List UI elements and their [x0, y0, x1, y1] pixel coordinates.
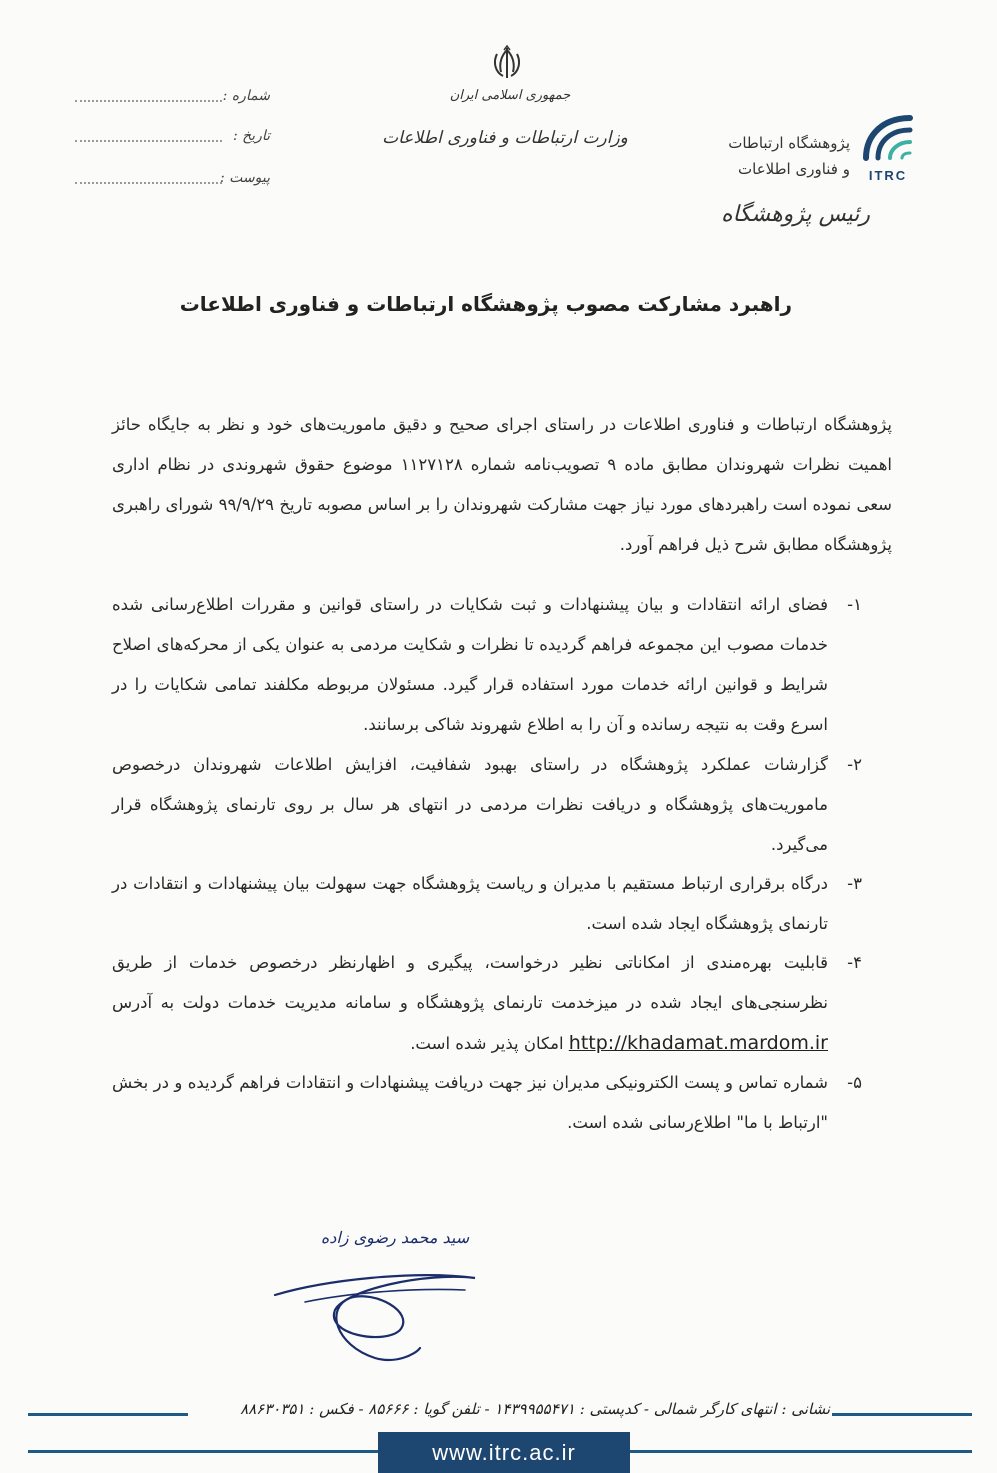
iran-emblem-icon: [487, 44, 527, 84]
date-field: [75, 128, 270, 150]
signatory-name: سید محمد رضوی زاده: [320, 1228, 470, 1247]
organization-line1: پژوهشگاه ارتباطات: [728, 134, 850, 152]
item-text: قابلیت بهره‌مندی از امکاناتی نظیر درخواست، پیگیری و اظهارنظر درخصوص خدمات از طریق نظرسنجی‌های ایجاد شده در میزخدمت تارنمای پژوهشگاه و سامانه مدیریت خدمات دولت به آدرس: [112, 953, 828, 1012]
website-link[interactable]: www.itrc.ac.ir: [378, 1432, 630, 1473]
list-item: [112, 864, 862, 944]
list-item: [112, 943, 862, 1064]
item-text: درگاه برقراری ارتباط مستقیم با مدیران و ریاست پژوهشگاه جهت سهولت بیان پیشنهادات و انتقادات در تارنمای پژوهشگاه ایجاد شده است.: [112, 874, 828, 933]
number-field: [75, 88, 270, 110]
list-item: [112, 1063, 862, 1143]
document-title: راهبرد مشارکت مصوب پژوهشگاه ارتباطات و فناوری اطلاعات: [179, 292, 792, 316]
office-title: رئیس پژوهشگاه: [721, 202, 870, 227]
item-text-tail: امکان پذیر شده است.: [410, 1034, 564, 1053]
item-number: ۴-: [847, 953, 862, 972]
footer-divider: [832, 1413, 972, 1416]
list-item: [112, 745, 862, 865]
item-text: گزارشات عملکرد پژوهشگاه در راستای بهبود شفافیت، افزایش اطلاعات شهروندان درخصوص ماموریت‌های پژوهشگاه و دریافت نظرات مردمی در انتهای هر سال بر روی تارنمای پژوهشگاه قرار می‌گیرد.: [112, 755, 828, 854]
item-number: ۳-: [847, 874, 862, 893]
list-item: [112, 585, 862, 745]
logo-text: ITRC: [868, 168, 908, 183]
item-number: ۲-: [847, 755, 862, 774]
organization-line2: و فناوری اطلاعات: [738, 160, 850, 178]
footer-address: نشانی : انتهای کارگر شمالی - کدپستی : ۱۴۳۹۹۵۵۴۷۱ - تلفن گویا : ۸۵۶۶۶ - فکس : ۸۸۶۳۰۳۵۱: [240, 1400, 830, 1418]
item-text: فضای ارائه انتقادات و بیان پیشنهادات و ثبت شکایات در راستای قوانین و مقررات اطلاع‌رسانی شده خدمات مصوب این مجموعه فراهم گردیده تا نظرات و شکایت مردمی به عنوان یکی از محرکه‌های اصلاح شرایط و قوانین ارائه خدمات مورد استفاده قرار گیرد. مسئولان مربوطه مکلفند تمامی شکایات را در اسرع وقت به نتیجه رسانده و آن را به اطلاع شهروند شاکی برسانند.: [112, 595, 828, 734]
itrc-logo-icon: [858, 108, 918, 186]
government-name: جمهوری اسلامی ایران: [449, 88, 571, 103]
footer-divider: [28, 1413, 188, 1416]
footer-divider: [630, 1450, 972, 1453]
attachment-label: پیوست :: [220, 170, 270, 186]
khadamat-link[interactable]: http://khadamat.mardom.ir: [568, 1032, 828, 1054]
footer-divider: [28, 1450, 378, 1453]
intro-paragraph: پژوهشگاه ارتباطات و فناوری اطلاعات در راستای اجرای صحیح و دقیق ماموریت‌های خود و نظر به جایگاه حائز اهمیت نظرات شهروندان مطابق ماده ۹ تصویب‌نامه شماره ۱۱۲۷۱۲۸ موضوع حقوق شهروندی در نظام اداری سعی نموده است راهبردهای مورد نیاز جهت مشارکت شهروندان را بر اساس مصوبه تاریخ ۹۹/۹/۲۹ شورای راهبری پژوهشگاه مطابق شرح ذیل فراهم آورد.: [112, 415, 892, 554]
item-number: ۱-: [847, 595, 862, 614]
attachment-field: [75, 170, 270, 192]
organization-name: [690, 130, 850, 182]
ministry-name: وزارت ارتباطات و فناوری اطلاعات: [382, 128, 628, 148]
item-text: شماره تماس و پست الکترونیکی مدیران نیز جهت دریافت پیشنهادات و انتقادات فراهم گردیده و در بخش "ارتباط با ما" اطلاع‌رسانی شده است.: [112, 1073, 828, 1132]
item-number: ۵-: [847, 1073, 862, 1092]
date-label: تاریخ :: [232, 128, 270, 144]
signature-icon: [265, 1250, 495, 1370]
number-label: شماره :: [222, 88, 270, 104]
